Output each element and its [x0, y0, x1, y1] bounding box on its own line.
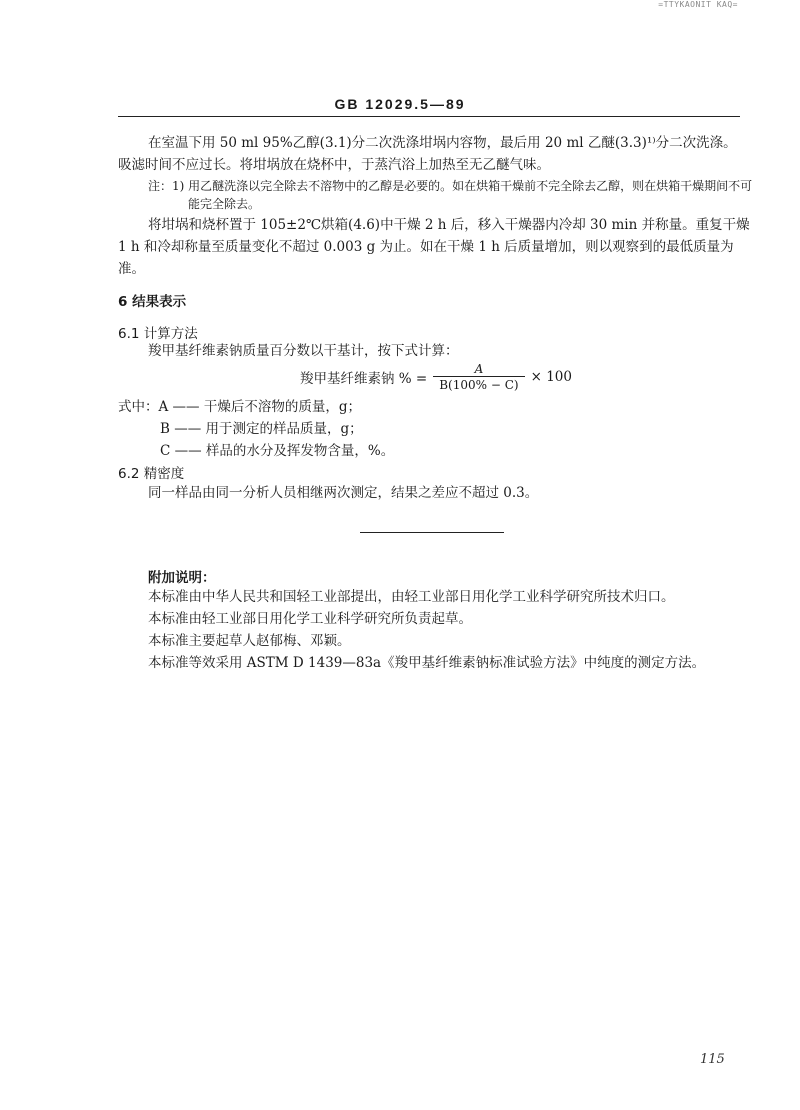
- purity-formula: [300, 362, 572, 392]
- page-number: 115: [700, 1052, 725, 1067]
- where-c: C —— 样品的水分及挥发物含量，%。: [160, 443, 395, 459]
- standard-number-header: GB 12029.5—89: [334, 96, 466, 112]
- formula-numerator: A: [474, 362, 484, 376]
- where-a: 式中：A —— 干燥后不溶物的质量，g；: [118, 399, 361, 415]
- section-6-2-text: 同一样品由同一分析人员相继两次测定，结果之差应不超过 0.3。: [148, 485, 539, 501]
- formula-fraction: [433, 362, 524, 392]
- header-rule: [118, 116, 740, 117]
- section-6-2-heading: 6.2 精密度: [118, 466, 185, 482]
- paragraph-1-line-1: 在室温下用 50 ml 95%乙醇(3.1)分二次洗涤坩埚内容物，最后用 20 ml 乙醚(3.3)¹⁾分二次洗涤。: [148, 135, 737, 151]
- where-b: B —— 用于测定的样品质量，g；: [160, 421, 363, 437]
- additional-line-1: 本标准由中华人民共和国轻工业部提出，由轻工业部日用化学工业科学研究所技术归口。: [148, 589, 675, 605]
- formula-denominator: B(100% − C): [433, 376, 524, 392]
- formula-multiplier: × 100: [530, 369, 572, 385]
- paragraph-2-line-2: 1 h 和冷却称量至质量变化不超过 0.003 g 为止。如在干燥 1 h 后质量增加，则以观察到的最低质量为: [118, 239, 734, 255]
- footnote-line-2: 能完全除去。: [188, 197, 261, 211]
- paragraph-1-line-2: 吸滤时间不应过长。将坩埚放在烧杯中，于蒸汽浴上加热至无乙醚气味。: [118, 157, 550, 173]
- footnote-line-1: 注：1) 用乙醚洗涤以完全除去不溶物中的乙醇是必要的。如在烘箱干燥前不完全除去乙醇，则在烘箱干燥期间不可: [148, 179, 753, 193]
- section-6-heading: 6 结果表示: [118, 294, 187, 310]
- additional-notes-title: 附加说明：: [148, 570, 216, 586]
- additional-line-3: 本标准主要起草人赵郁梅、邓颖。: [148, 633, 351, 649]
- paragraph-2-line-1: 将坩埚和烧杯置于 105±2℃烘箱(4.6)中干燥 2 h 后，移入干燥器内冷却 30 min 并称量。重复干燥: [148, 217, 750, 233]
- section-6-1-heading: 6.1 计算方法: [118, 326, 198, 342]
- additional-line-4: 本标准等效采用 ASTM D 1439—83a《羧甲基纤维素钠标准试验方法》中纯度的测定方法。: [148, 655, 706, 671]
- section-6-1-intro: 羧甲基纤维素钠质量百分数以干基计，按下式计算：: [148, 343, 459, 359]
- corner-mark: =TTYKAONIT KAQ=: [658, 0, 738, 9]
- formula-lhs: 羧甲基纤维素钠 % =: [300, 371, 428, 387]
- additional-line-2: 本标准由轻工业部日用化学工业科学研究所负责起草。: [148, 611, 472, 627]
- end-rule: [360, 532, 504, 533]
- paragraph-2-line-3: 准。: [118, 261, 145, 277]
